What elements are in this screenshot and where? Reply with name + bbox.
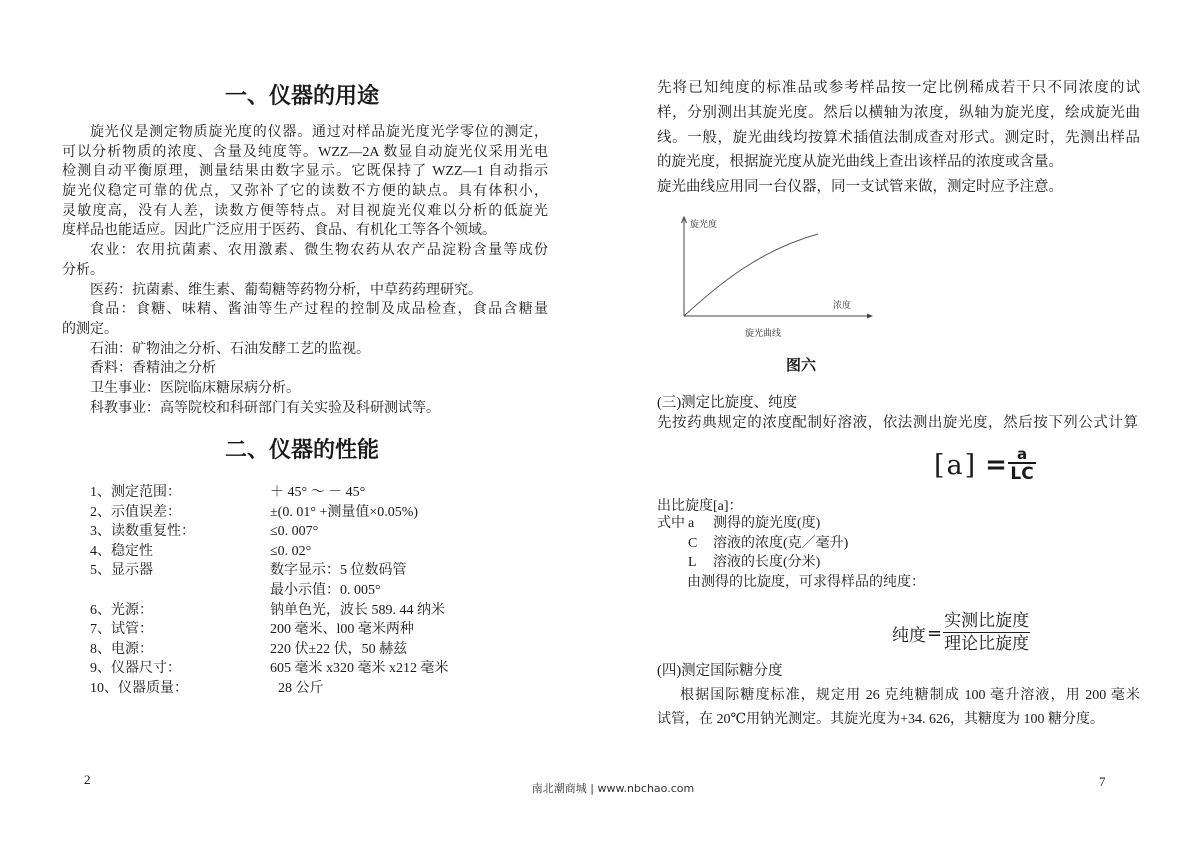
text-line: 科教事业：高等院校和科研部门有关实验及科研测试等。 — [90, 400, 440, 416]
spec-value: 钠单色光，波长 589. 44 纳米 — [270, 602, 445, 618]
spec-label: 10、仪器质量： — [90, 680, 188, 696]
purity-intro: 由测得的比旋度，可求得样品的纯度： — [687, 575, 925, 590]
spec-row — [90, 522, 510, 542]
text-line: 食品：食糖、味精、酱油等生产过程的控制及成品检查，食品含糖量 — [90, 302, 548, 318]
spec-label: 2、示值误差： — [90, 504, 181, 520]
spec-value: 605 毫米 x320 毫米 x212 毫米 — [270, 661, 449, 677]
spec-label: 4、稳定性 — [90, 543, 153, 559]
spec-label: 7、试管： — [90, 622, 153, 638]
spec-value: ＋ 45° ～ － 45° — [270, 485, 366, 500]
text-line: 分析。 — [62, 262, 104, 278]
x-axis-label: 浓度 — [833, 301, 852, 311]
formula-fraction — [1008, 446, 1036, 484]
text-line: 医药：抗菌素、维生素、葡萄糖等药物分析，中草药药理研究。 — [90, 282, 482, 298]
text-line: 检测自动平衡原理，测量结果由数字显示。它既保持了 WZZ—1 自动指示 — [62, 164, 548, 180]
result-line: 出比旋度[a]： — [657, 499, 743, 514]
text-line: 线。一般，旋光曲线均按算术插值法制成查对形式。测定时，先测出样品 — [657, 129, 1140, 146]
spec-value: 220 伏±22 伏，50 赫兹 — [270, 641, 408, 657]
spec-label: 8、电源： — [90, 641, 153, 657]
symbol-definitions — [657, 514, 848, 573]
symbol-row — [657, 514, 848, 534]
figure-label: 图六 — [785, 356, 816, 374]
text-line: 旋光曲线应用同一台仪器，同一支试管来做，测定时应予注意。 — [657, 179, 1063, 195]
formula-numerator: a — [1008, 446, 1036, 464]
spec-row — [90, 620, 510, 640]
text-line: 香料：香精油之分析 — [90, 361, 216, 377]
spec-value: 28 公斤 — [278, 680, 324, 696]
spec-row — [90, 561, 510, 581]
symbol-row — [657, 553, 848, 573]
spec-row — [90, 679, 510, 699]
spec-row — [90, 640, 510, 660]
formula-equals: = — [985, 450, 1007, 480]
spec-value: ±(0. 01° +测量值×0.05%) — [270, 504, 419, 520]
y-axis-label: 旋光度 — [690, 220, 718, 230]
spec-value: ≤0. 007° — [270, 524, 319, 540]
spec-row — [90, 483, 510, 503]
footer-site: 南北潮商城 | www.nbchao.com — [531, 782, 695, 795]
spec-value: 200 毫米、l00 毫米两种 — [270, 622, 414, 638]
text-line: 的测定。 — [62, 321, 118, 337]
spec-row — [90, 601, 510, 621]
symbol-row — [657, 534, 848, 554]
text-line: 农业：农用抗菌素、农用激素、微生物农药从农产品淀粉含量等成份 — [90, 243, 548, 259]
formula-lhs: [a] — [934, 449, 978, 481]
calibration-paragraph — [657, 76, 1140, 200]
formula-denominator: LC — [1010, 464, 1034, 484]
heading-instrument-usage: 一、仪器的用途 — [224, 84, 379, 109]
spec-row — [90, 503, 510, 523]
symbol: a — [688, 516, 695, 531]
symbol-meaning: 溶液的长度(分米) — [713, 555, 821, 570]
text-line: 的旋光度，根据旋光度从旋光曲线上查出该样品的浓度或含量。 — [657, 154, 1063, 171]
spec-row — [90, 542, 510, 562]
section3-text: 先按药典规定的浓度配制好溶液，依法测出旋光度，然后按下列公式计算 — [657, 415, 1138, 431]
symbol-meaning: 溶液的浓度(克／毫升) — [713, 535, 849, 551]
symbol: L — [688, 555, 697, 570]
text-line: 先将已知纯度的标准品或参考样品按一定比例稀成若干只不同浓度的试 — [657, 80, 1140, 96]
spec-label: 5、显示器 — [90, 563, 153, 579]
spec-label — [90, 581, 270, 601]
rotation-curve — [684, 234, 818, 316]
rotation-curve-figure — [676, 212, 876, 342]
page-number-right: 7 — [1099, 774, 1106, 789]
text-line: 试管，在 20℃用钠光测定。其旋光度为+34. 626，其糖度为 100 糖分度。 — [657, 712, 1105, 727]
purity-formula — [892, 609, 1030, 657]
spec-row — [90, 581, 510, 601]
formula-fraction — [943, 611, 1030, 655]
section4-title: (四)测定国际糖分度 — [657, 663, 783, 679]
symbol: C — [688, 535, 698, 551]
text-line: 石油：矿物油之分析、石油发酵工艺的监视。 — [90, 341, 370, 357]
spec-row — [90, 659, 510, 679]
section4-paragraph — [657, 684, 1140, 732]
x-axis-arrow — [867, 314, 873, 319]
text-line: 旋光仪稳定可靠的优点，又弥补了它的读数不方便的缺点。具有体积小， — [62, 184, 548, 200]
text-line: 可以分析物质的浓度、含量及纯度等。WZZ—2A 数显自动旋光仪采用光电 — [62, 144, 548, 160]
text-line: 卫生事业：医院临床糖尿病分析。 — [90, 380, 300, 396]
spec-label: 1、测定范围： — [90, 485, 181, 500]
spec-label: 9、仪器尺寸： — [90, 661, 181, 677]
usage-paragraph — [62, 123, 548, 418]
formula-lhs: 纯度 — [892, 625, 926, 646]
where-prefix: 式中 — [657, 516, 685, 531]
formula-equals: = — [927, 622, 943, 644]
text-line: 样，分别测出其旋光度。然后以横轴为浓度，纵轴为旋光度，绘成旋光曲 — [657, 104, 1140, 121]
page-number-left: 2 — [84, 772, 91, 787]
text-line: 根据国际糖度标准，规定用 26 克纯糖制成 100 毫升溶液，用 200 毫米 — [680, 688, 1140, 703]
text-line: 旋光仪是测定物质旋光度的仪器。通过对样品旋光度光学零位的测定， — [90, 125, 548, 140]
chart-caption: 旋光曲线 — [745, 329, 782, 339]
section3-title: (三)测定比旋度、纯度 — [657, 395, 798, 411]
heading-instrument-performance: 二、仪器的性能 — [224, 438, 379, 463]
text-line: 灵敏度高，没有人差，读数方便等特点。对目视旋光仪难以分析的低旋光 — [62, 203, 548, 219]
specific-rotation-formula — [934, 442, 1036, 488]
spec-label: 6、光源： — [90, 602, 153, 618]
spec-value: 数字显示：5 位数码管 — [270, 563, 407, 579]
spec-value: ≤0. 02° — [270, 543, 312, 559]
spec-value: 最小示值：0. 005° — [270, 582, 381, 598]
formula-denominator: 理论比旋度 — [944, 634, 1030, 654]
spec-label: 3、读数重复性： — [90, 524, 195, 540]
spec-list — [90, 483, 510, 699]
symbol-meaning: 测得的旋光度(度) — [713, 516, 821, 531]
text-line: 度样品也能适应。因此广泛应用于医药、食品、有机化工等各个领域。 — [62, 223, 496, 239]
formula-numerator: 实测比旋度 — [944, 611, 1030, 631]
